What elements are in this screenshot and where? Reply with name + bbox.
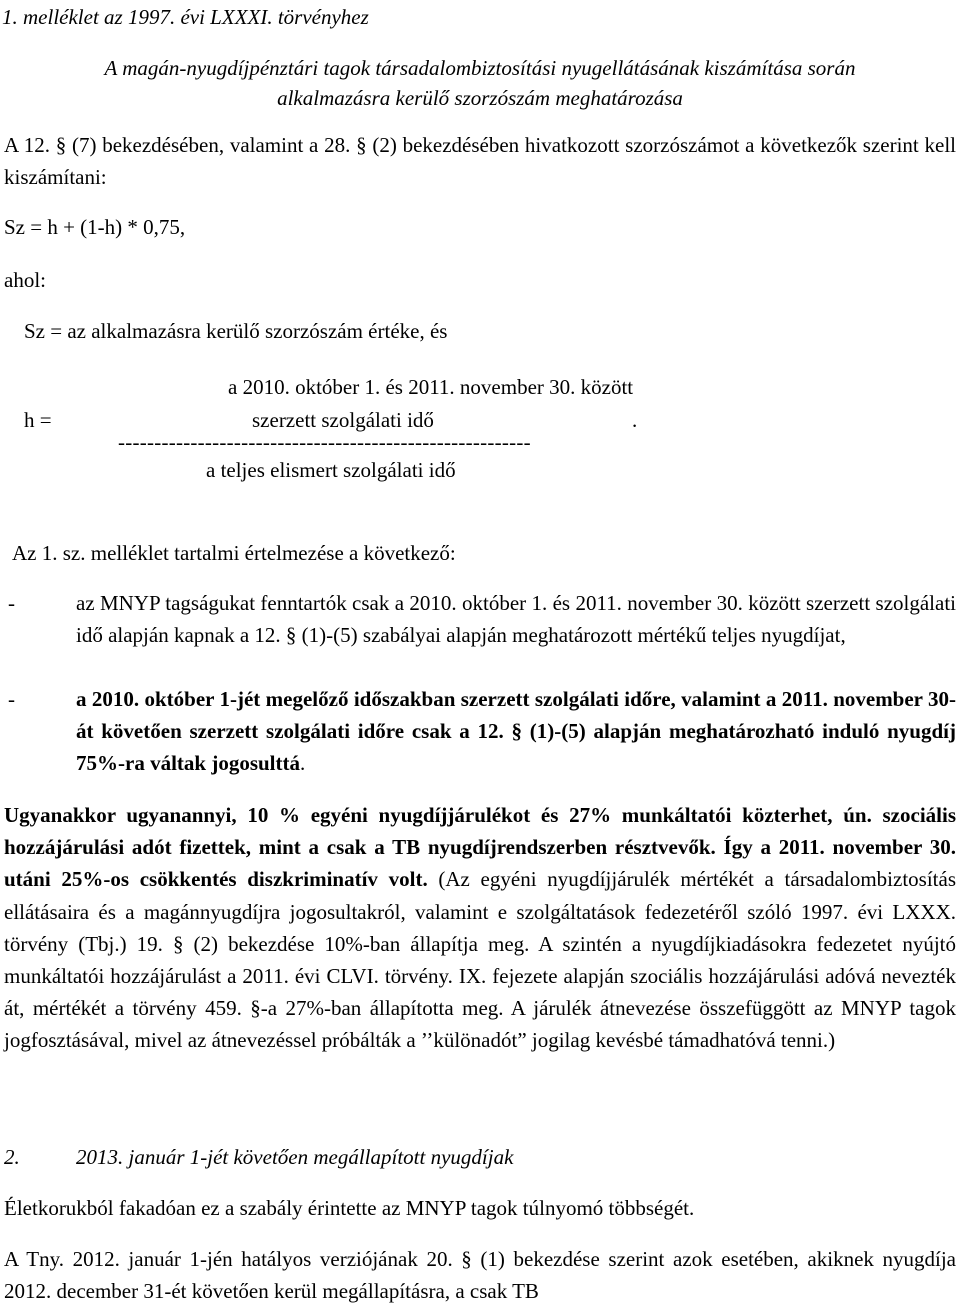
interpretation-title: Az 1. sz. melléklet tartalmi értelmezése a következő: — [12, 541, 456, 565]
bullet-dash-1: - — [8, 591, 15, 615]
formula: Sz = h + (1-h) * 0,75, — [4, 215, 186, 239]
annex-reference: 1. melléklet az 1997. évi LXXXI. törvényhez — [2, 5, 369, 29]
fraction-period: . — [632, 408, 638, 432]
main-paragraph-bold: Ugyanakkor ugyanannyi, 10 % egyéni nyugdíjjárulékot és 27% munkáltatói közterhet, ún. szociális hozzájárulási adót fizettek, mint a csak a TB nyugdíjrendszerben résztvevők. Így a 2011. november 30. utáni 25%-os csökkentés diszkriminatív volt. — [4, 803, 956, 892]
ahol-label: ahol: — [4, 268, 46, 292]
sz-definition: Sz = az alkalmazásra kerülő szorzószám értéke, és — [24, 319, 448, 343]
fraction-numerator-line-2: szerzett szolgálati idő — [252, 408, 434, 432]
fraction-bar: --------------------------------------------------------- — [118, 430, 531, 454]
bullet-item-1: az MNYP tagságukat fenntartók csak a 2010. október 1. és 2011. november 30. között szerzett szolgálati idő alapján kapnak a 12. § (1)-(5) szabályai alapján meghatározott mértékű teljes nyugdíjat, — [76, 591, 956, 647]
bullet-item-2-text: a 2010. október 1-jét megelőző időszakban szerzett szolgálati időre, valamint a 2011. november 30-át követően szerzett szolgálati időre csak a 12. § (1)-(5) alapján meghatározható induló nyugdíj 75%-ra váltak jogosulttá — [76, 687, 956, 775]
section-2-number: 2. — [4, 1145, 20, 1169]
fraction-numerator-line-1: a 2010. október 1. és 2011. november 30. között — [228, 375, 634, 399]
main-paragraph — [4, 799, 956, 1057]
main-paragraph-normal: (Az egyéni nyugdíjjárulék mértékét a társadalombiztosítás ellátásaira és a magánnyugdíjra jogosultakról, valamint e szolgáltatások fedezetéről szóló 1997. évi LXXX. törvény (Tbj.) 19. § (2) bekezdése 10%-ban állapítja meg. A szintén a nyugdíjkiadásokra fedezetet nyújtó munkáltatói hozzájárulást a 2011. évi CLVI. törvény. IX. fejezete alapján szociális hozzájárulási adóvá nevezték át, mértékét a törvény 459. §-a 27%-ban állapította meg. A járulék átnevezése összefüggött az MNYP tagok jogfosztásával, mivel az átnevezéssel próbálták a ’’különadót” jogilag kevésbé támadhatóvá tenni.) — [4, 867, 956, 1053]
intro-paragraph: A 12. § (7) bekezdésében, valamint a 28. § (2) bekezdésében hivatkozott szorzószámot a következők szerint kell kiszámítani: — [4, 133, 956, 190]
paragraph-2: Életkorukból fakadóan ez a szabály érintette az MNYP tagok túlnyomó többségét. — [4, 1196, 695, 1220]
bullet-dash-2: - — [8, 687, 15, 711]
section-2-title: 2013. január 1-jét követően megállapított nyugdíjak — [76, 1145, 514, 1169]
bullet-item-2-period: . — [300, 751, 306, 775]
document-title-line-1: A magán-nyugdíjpénztári tagok társadalombiztosítási nyugellátásának kiszámítása során — [104, 56, 856, 80]
h-label: h = — [24, 408, 52, 432]
bullet-item-2 — [76, 683, 956, 779]
fraction-denominator: a teljes elismert szolgálati idő — [206, 458, 456, 482]
document-title-line-2: alkalmazásra kerülő szorzószám meghatározása — [277, 86, 683, 110]
paragraph-3: A Tny. 2012. január 1-jén hatályos verziójának 20. § (1) bekezdése szerint azok esetében, akiknek nyugdíja 2012. december 31-ét követően kerül megállapításra, a csak TB — [4, 1247, 956, 1304]
